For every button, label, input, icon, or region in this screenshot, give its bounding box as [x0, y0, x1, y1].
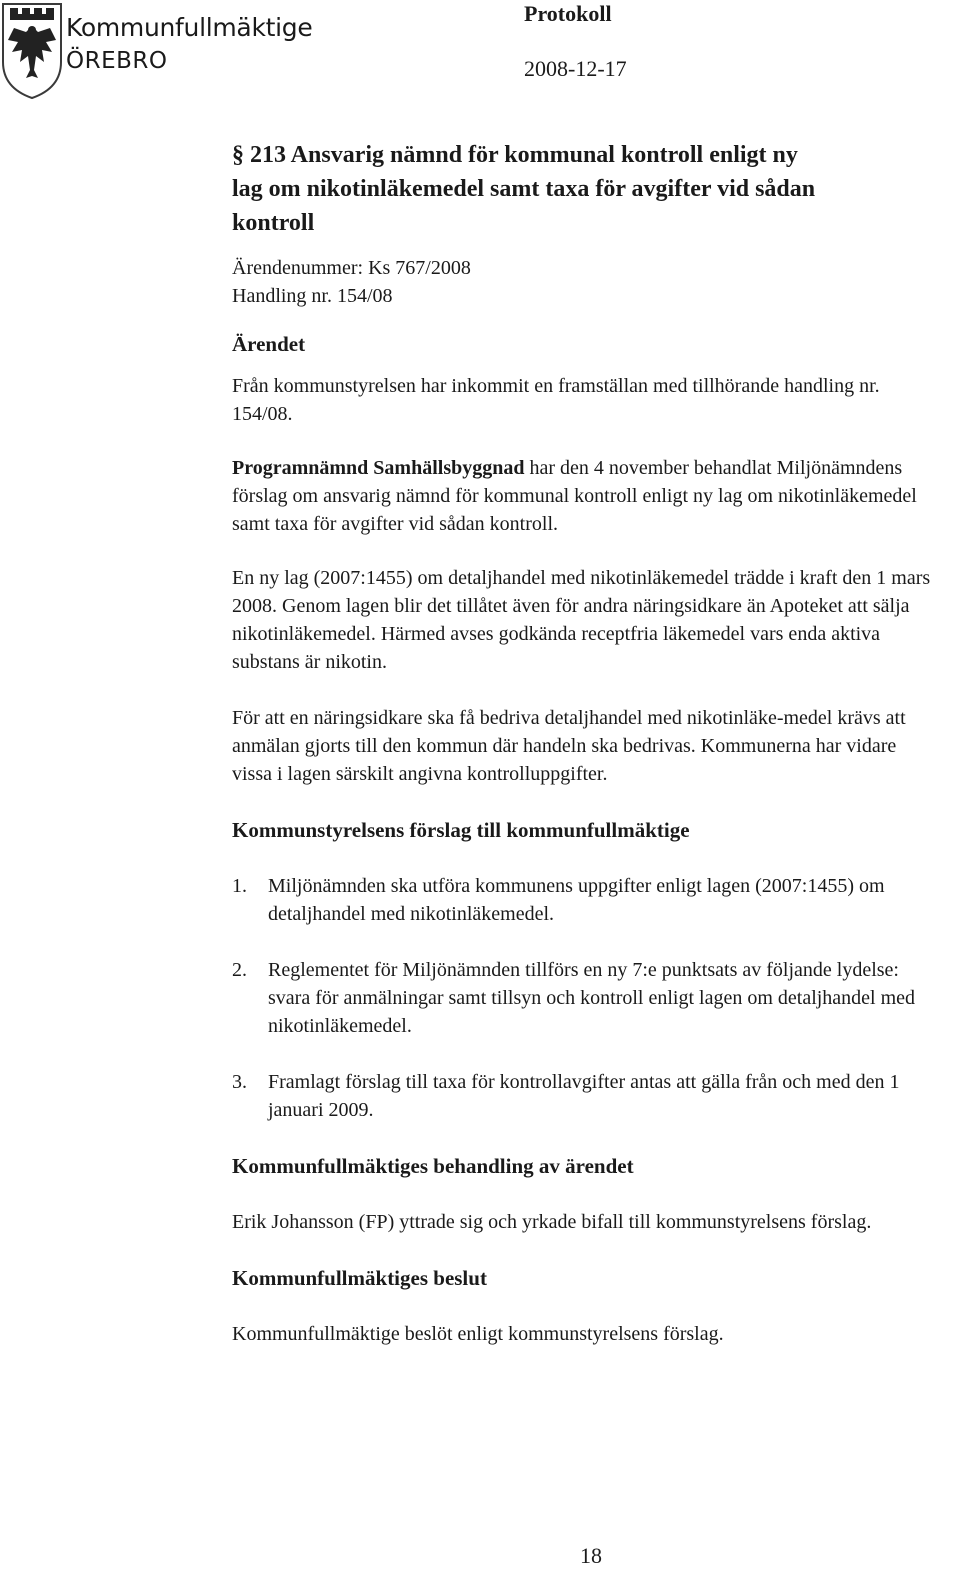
heading-decision: Kommunfullmäktiges beslut [232, 1266, 487, 1290]
paragraph-arendet-3: En ny lag (2007:1455) om detaljhandel med nikotinläkemedel trädde i kraft den 1 mars 2008. Genom lagen blir det tillåtet även för andra näringsidkare än Apoteket att sälja nikotinläkemedel. Härmed avses godkända receptfria läkemedel vars enda aktiva substans är nikotin. [232, 567, 931, 673]
heading-proposal: Kommunstyrelsens förslag till kommunfullmäktige [232, 818, 690, 842]
section-title-line-2: lag om nikotinläkemedel samt taxa för avgifter vid sådan [232, 176, 816, 202]
case-number: Ärendenummer: Ks 767/2008 [232, 257, 471, 279]
paragraph-treatment: Erik Johansson (FP) yttrade sig och yrkade bifall till kommunstyrelsens förslag. [232, 1211, 872, 1233]
paragraph-arendet-1: Från kommunstyrelsen har inkommit en framställan med tillhörande handling nr. 154/08. [232, 375, 880, 425]
header-logo [0, 0, 313, 104]
document-type: Protokoll [524, 1, 612, 26]
paragraph-arendet-2 [232, 454, 932, 538]
page-number: 18 [580, 1543, 602, 1568]
org-name: Kommunfullmäktige [66, 13, 313, 42]
paragraph-arendet-2-text: har den 4 november behandlat Miljönämndens förslag om ansvarig nämnd för kommunal kontroll enligt ny lag om nikotinläkemedel samt taxa för avgifter vid sådan kontroll. [232, 457, 917, 535]
list-item-number: 3. [232, 1071, 247, 1093]
list-item-text: Framlagt förslag till taxa för kontrollavgifter antas att gälla från och med den 1 januari 2009. [268, 1071, 900, 1121]
list-item-text: Miljönämnden ska utföra kommunens uppgifter enligt lagen (2007:1455) om detaljhandel med nikotinläkemedel. [268, 875, 885, 925]
section-title-line-3: kontroll [232, 210, 315, 236]
list-item [232, 1068, 932, 1124]
paragraph-decision: Kommunfullmäktige beslöt enligt kommunstyrelsens förslag. [232, 1323, 724, 1345]
heading-arendet: Ärendet [232, 332, 306, 356]
list-item-number: 2. [232, 959, 247, 981]
orebro-coat-of-arms-icon [0, 0, 64, 100]
list-item [232, 956, 932, 1040]
paragraph-arendet-4: För att en näringsidkare ska få bedriva detaljhandel med nikotinläke-medel krävs att anmälan gjorts till den kommun där handeln ska bedrivas. Kommunerna har vidare vissa i lagen särskilt angivna kontrolluppgifter. [232, 707, 906, 785]
org-city: ÖREBRO [66, 48, 168, 74]
section-title-line-1: 213 Ansvarig nämnd för kommunal kontroll enligt ny [250, 142, 798, 168]
programnamnd-name: Programnämnd Samhällsbyggnad [232, 457, 525, 479]
document-body [232, 138, 932, 1348]
proposal-list [232, 872, 932, 1124]
section-mark: § [232, 142, 244, 168]
case-meta [232, 254, 932, 310]
document-date: 2008-12-17 [524, 56, 627, 81]
list-item-number: 1. [232, 875, 247, 897]
section-title [232, 138, 932, 240]
list-item-text: Reglementet för Miljönämnden tillförs en ny 7:e punktsats av följande lydelse: svara för anmälningar samt tillsyn och kontroll enligt lagen om detaljhandel med nikotinläkemedel. [268, 959, 916, 1037]
list-item [232, 872, 932, 928]
heading-treatment: Kommunfullmäktiges behandling av ärendet [232, 1154, 634, 1178]
handling-number: Handling nr. 154/08 [232, 285, 393, 307]
